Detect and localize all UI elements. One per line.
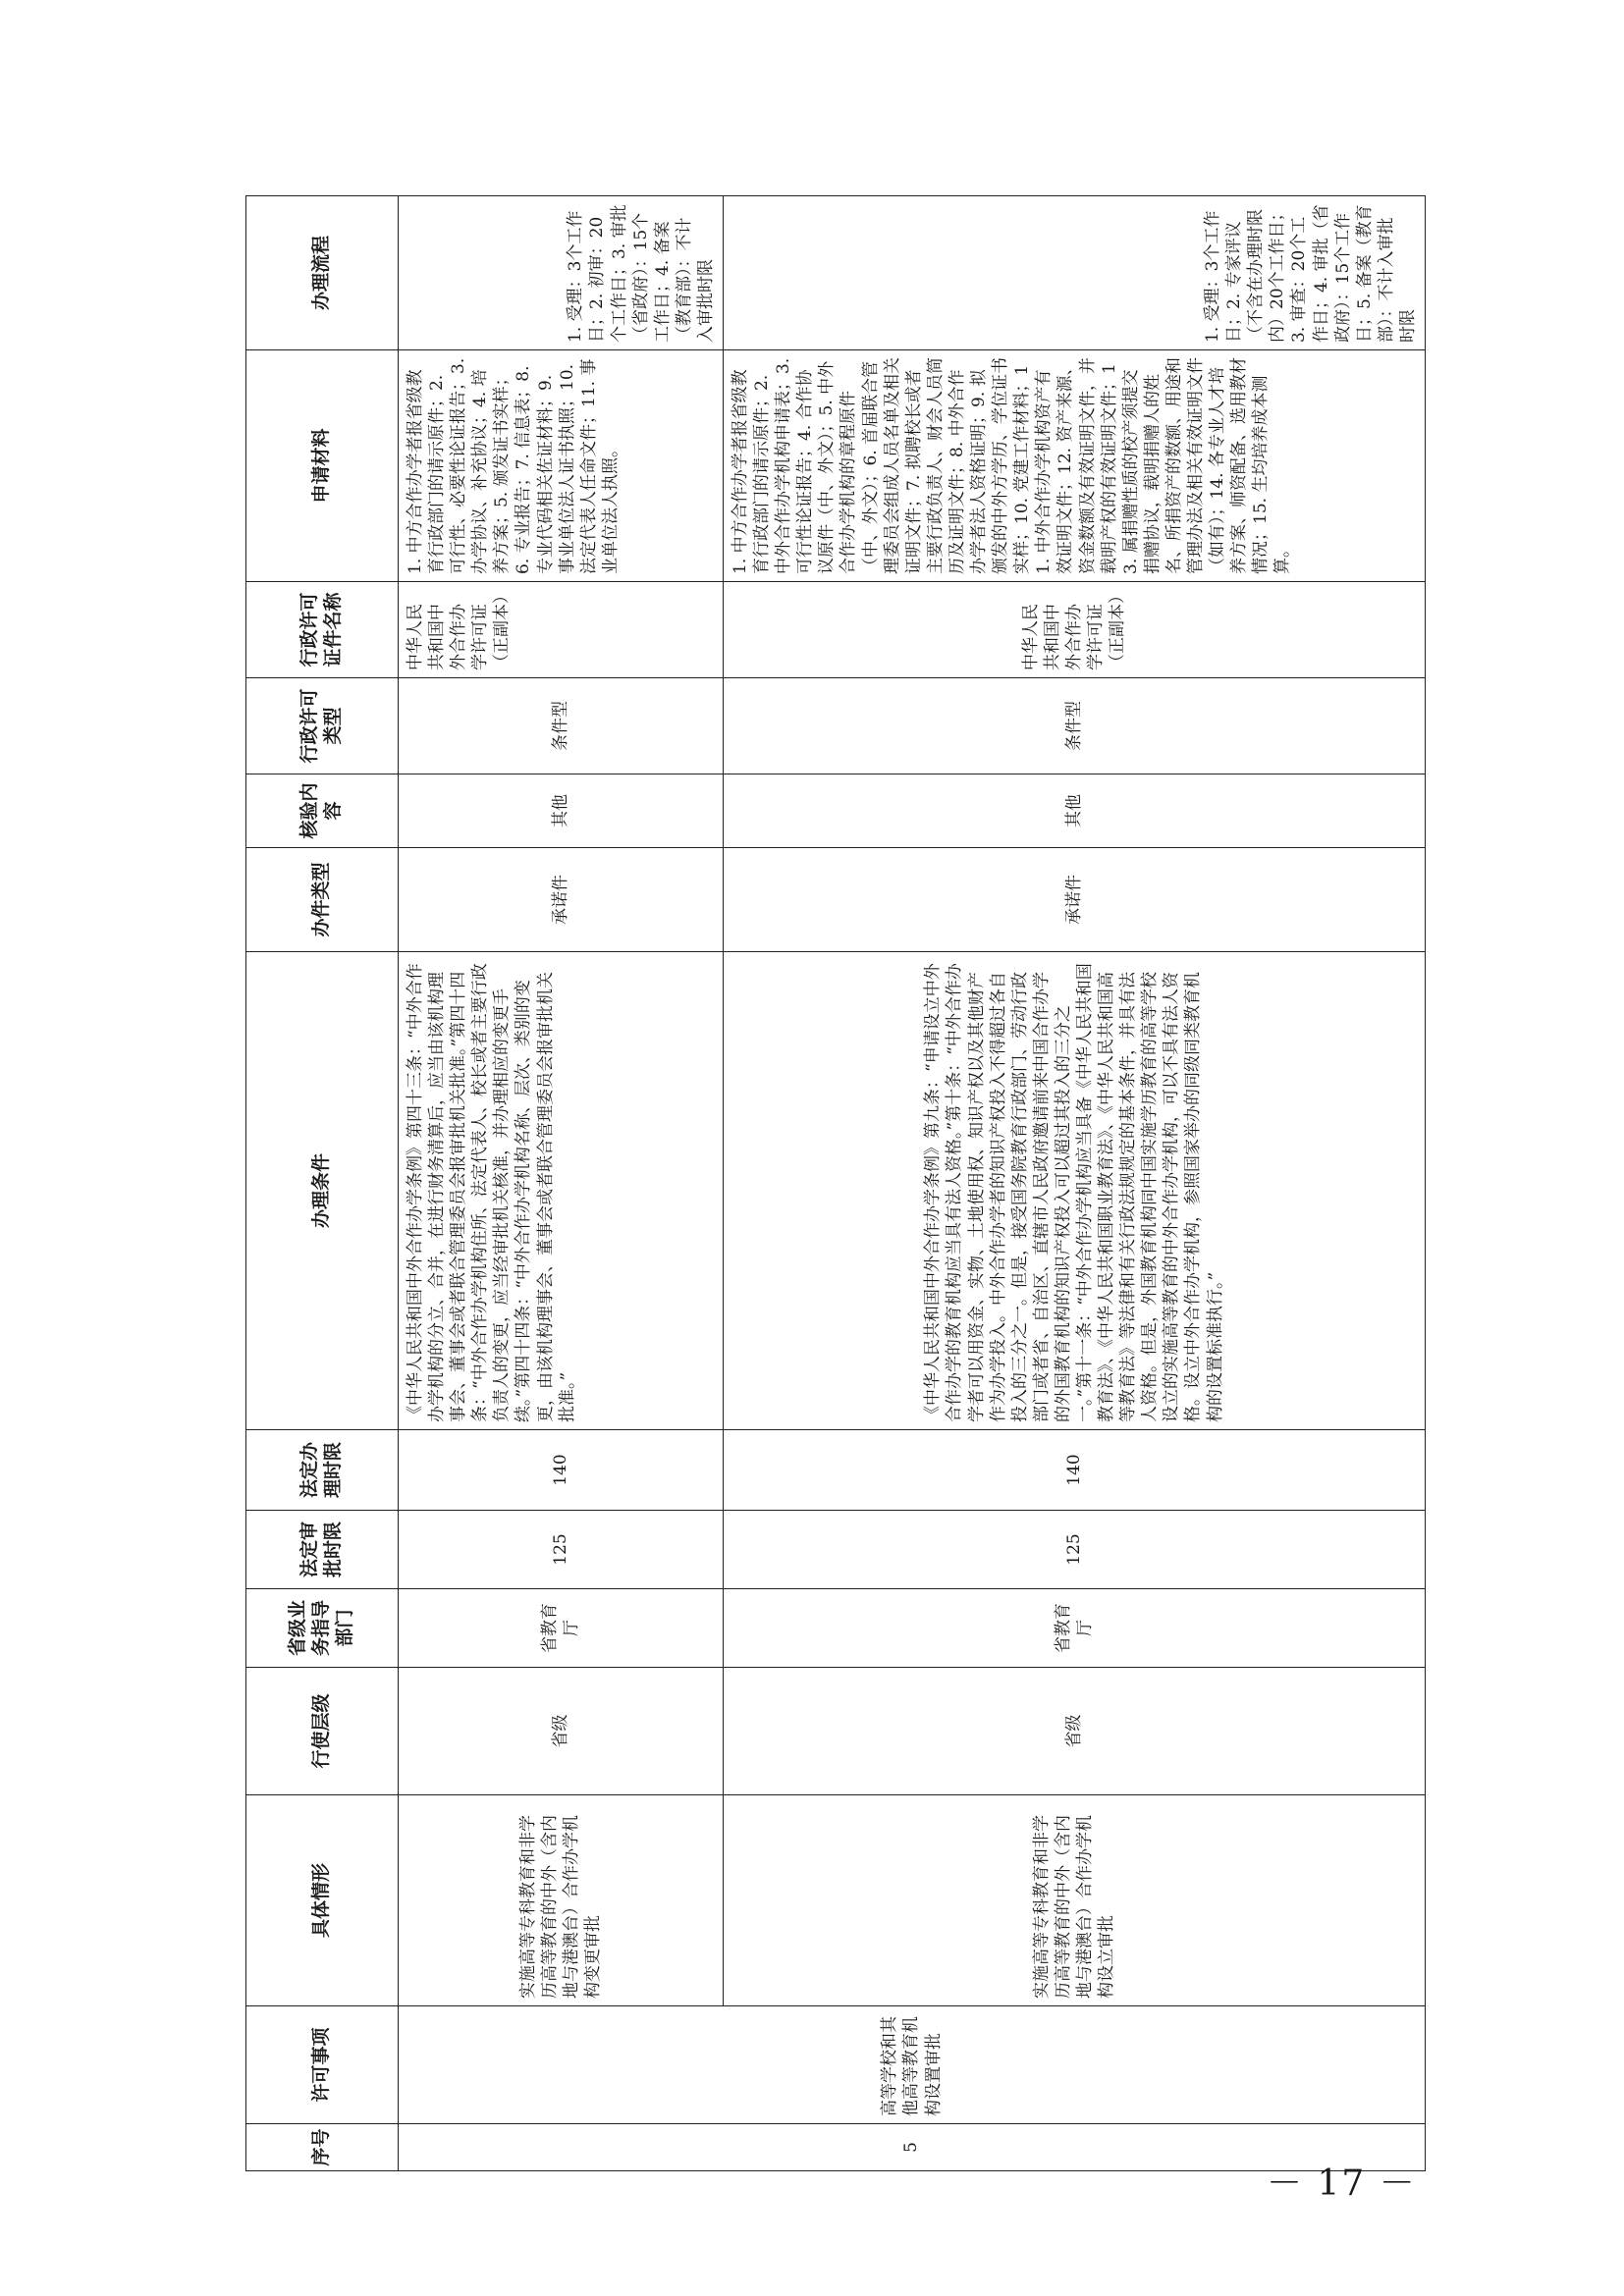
- legal-approval-cell: 125: [399, 1511, 724, 1589]
- header-case-type: 办件类型: [246, 848, 399, 952]
- process-cell: 1. 受理：3个工作日；2. 初审：20个工作日；3. 审批（省政府）：15个工作日；4. 备案（教育部）：不计入审批时限: [399, 196, 724, 350]
- header-cert-name: 行政许可证件名称: [246, 582, 399, 678]
- permit-table: [245, 195, 1426, 2171]
- header-dept: 省级业务指导部门: [246, 1589, 399, 1668]
- conditions-cell: 《中华人民共和国中外合作办学条例》第九条：“申请设立中外合作办学的教育机构应当具有法人资格。”第十条：“中外合作办学者可以用资金、实物、土地使用权、知识产权以及其他财产作为办学投入。中外合作办学者的知识产权投入不得超过各自投入的三分之一。但是，接受国务院教育行政部门、劳动行政部门或者省、自治区、直辖市人民政府邀请前来中国合作办学的外国教育机构的知识产权投入可以超过其投入的三分之一。”第十一条：“中外合作办学机构应当具备《中华人民共和国教育法》、《中华人民共和国职业教育法》、《中华人民共和国高等教育法》等法律和有关行政法规规定的基本条件，并具有法人资格。但是，外国教育机构同中国实施学历教育的高等学校设立的实施高等教育的中外合作办学机构，可以不具有法人资格。设立中外合作办学机构，参照国家举办的同级同类教育机构的设置标准执行。”: [724, 952, 1426, 1430]
- header-legal-approval: 法定审批时限: [246, 1511, 399, 1589]
- process-cell: 1. 受理：3个工作日；2. 专家评议（不含在办理时限内）20个工作日；3. 审查：20个工作日；4. 审批（省政府）：15个工作日；5. 备案（教育部）：不计入审批时限: [724, 196, 1426, 350]
- situation-cell: 实施高等专科教育和非学历高等教育的中外（含内地与港澳台）合作办学机构变更审批: [399, 1795, 724, 2006]
- header-process: 办理流程: [246, 196, 399, 350]
- situation-cell: 实施高等专科教育和非学历高等教育的中外（含内地与港澳台）合作办学机构设立审批: [724, 1795, 1426, 2006]
- header-legal-handle: 法定办理时限: [246, 1430, 399, 1511]
- legal-approval-cell: 125: [724, 1511, 1426, 1589]
- header-verify: 核验内容: [246, 774, 399, 848]
- cert-name-cell: 中华人民共和国中外合作办学许可证（正副本）: [399, 582, 724, 678]
- case-type-cell: 承诺件: [724, 848, 1426, 952]
- level-cell: 省级: [399, 1668, 724, 1795]
- header-situation: 具体情形: [246, 1795, 399, 2006]
- seq-cell: 5: [399, 2124, 1426, 2171]
- legal-handle-cell: 140: [724, 1430, 1426, 1511]
- header-level: 行使层级: [246, 1668, 399, 1795]
- header-materials: 申请材料: [246, 350, 399, 582]
- dept-cell: 省教育厅: [399, 1589, 724, 1668]
- table-header: [246, 196, 399, 2171]
- page-number: － 17 －: [1267, 2163, 1417, 2204]
- item-cell: 高等学校和其他高等教育机构设置审批: [399, 2006, 1426, 2124]
- header-permit-type: 行政许可类型: [246, 678, 399, 774]
- header-conditions: 办理条件: [246, 952, 399, 1430]
- level-cell: 省级: [724, 1668, 1426, 1795]
- materials-cell: 1. 中方合作办学者报省级教育行政部门的请示原件；2. 中外合作办学机构申请表；3. 可行性论证报告；4. 合作协议原件（中、外文）；5. 中外合作办学机构的章程原件（中、外文）；6. 首届联合管理委员会组成人员名单及相关证明文件；7. 拟聘校长或者主要行政负责人、财会人员简历及证明文件；8. 中外合作办学者法人资格证明；9. 拟颁发的中外方学历、学位证书实样；10. 党建工作材料；11. 中外合作办学机构资产有效证明文件；12. 资产来源、资金数额及有效证明文件，并载明产权的有效证明文件；13. 属捐赠性质的校产须提交捐赠协议，载明捐赠人的姓名、所捐资产的数额、用途和管理办法及相关有效证明文件（如有）；14. 各专业人才培养方案、师资配备、选用教材情况；15. 生均培养成本测算。: [724, 350, 1426, 582]
- verify-cell: 其他: [399, 774, 724, 848]
- verify-cell: 其他: [724, 774, 1426, 848]
- case-type-cell: 承诺件: [399, 848, 724, 952]
- dept-cell: 省教育厅: [724, 1589, 1426, 1668]
- permit-type-cell: 条件型: [724, 678, 1426, 774]
- table-row: [724, 196, 1426, 2171]
- materials-cell: 1. 中方合作办学者报省级教育行政部门的请示原件；2. 可行性、必要性论证报告；3. 办学协议、补充协议；4. 培养方案；5. 颁发证书实样；6. 专业报告；7. 信息表；8. 专业代码相关佐证材料；9. 事业单位法人证书执照；10. 法定代表人任命文件；11. 事业单位法人执照。: [399, 350, 724, 582]
- table-row: [399, 196, 724, 2171]
- header-seq: 序号: [246, 2124, 399, 2171]
- permit-type-cell: 条件型: [399, 678, 724, 774]
- cert-name-cell: 中华人民共和国中外合作办学许可证（正副本）: [724, 582, 1426, 678]
- legal-handle-cell: 140: [399, 1430, 724, 1511]
- conditions-cell: 《中华人民共和国中外合作办学条例》第四十三条：“中外合作办学机构的分立、合并，在进行财务清算后，应当由该机构理事会、董事会或者联合管理委员会报审批机关批准。”第四十四条：“中外合作办学机构住所、法定代表人、校长或者主要行政负责人的变更，应当经审批机关核准，并办理相应的变更手续。”第四十四条：“中外合作办学机构名称、层次、类别的变更，由该机构理事会、董事会或者联合管理委员会报审批机关批准。”: [399, 952, 724, 1430]
- header-item: 许可事项: [246, 2006, 399, 2124]
